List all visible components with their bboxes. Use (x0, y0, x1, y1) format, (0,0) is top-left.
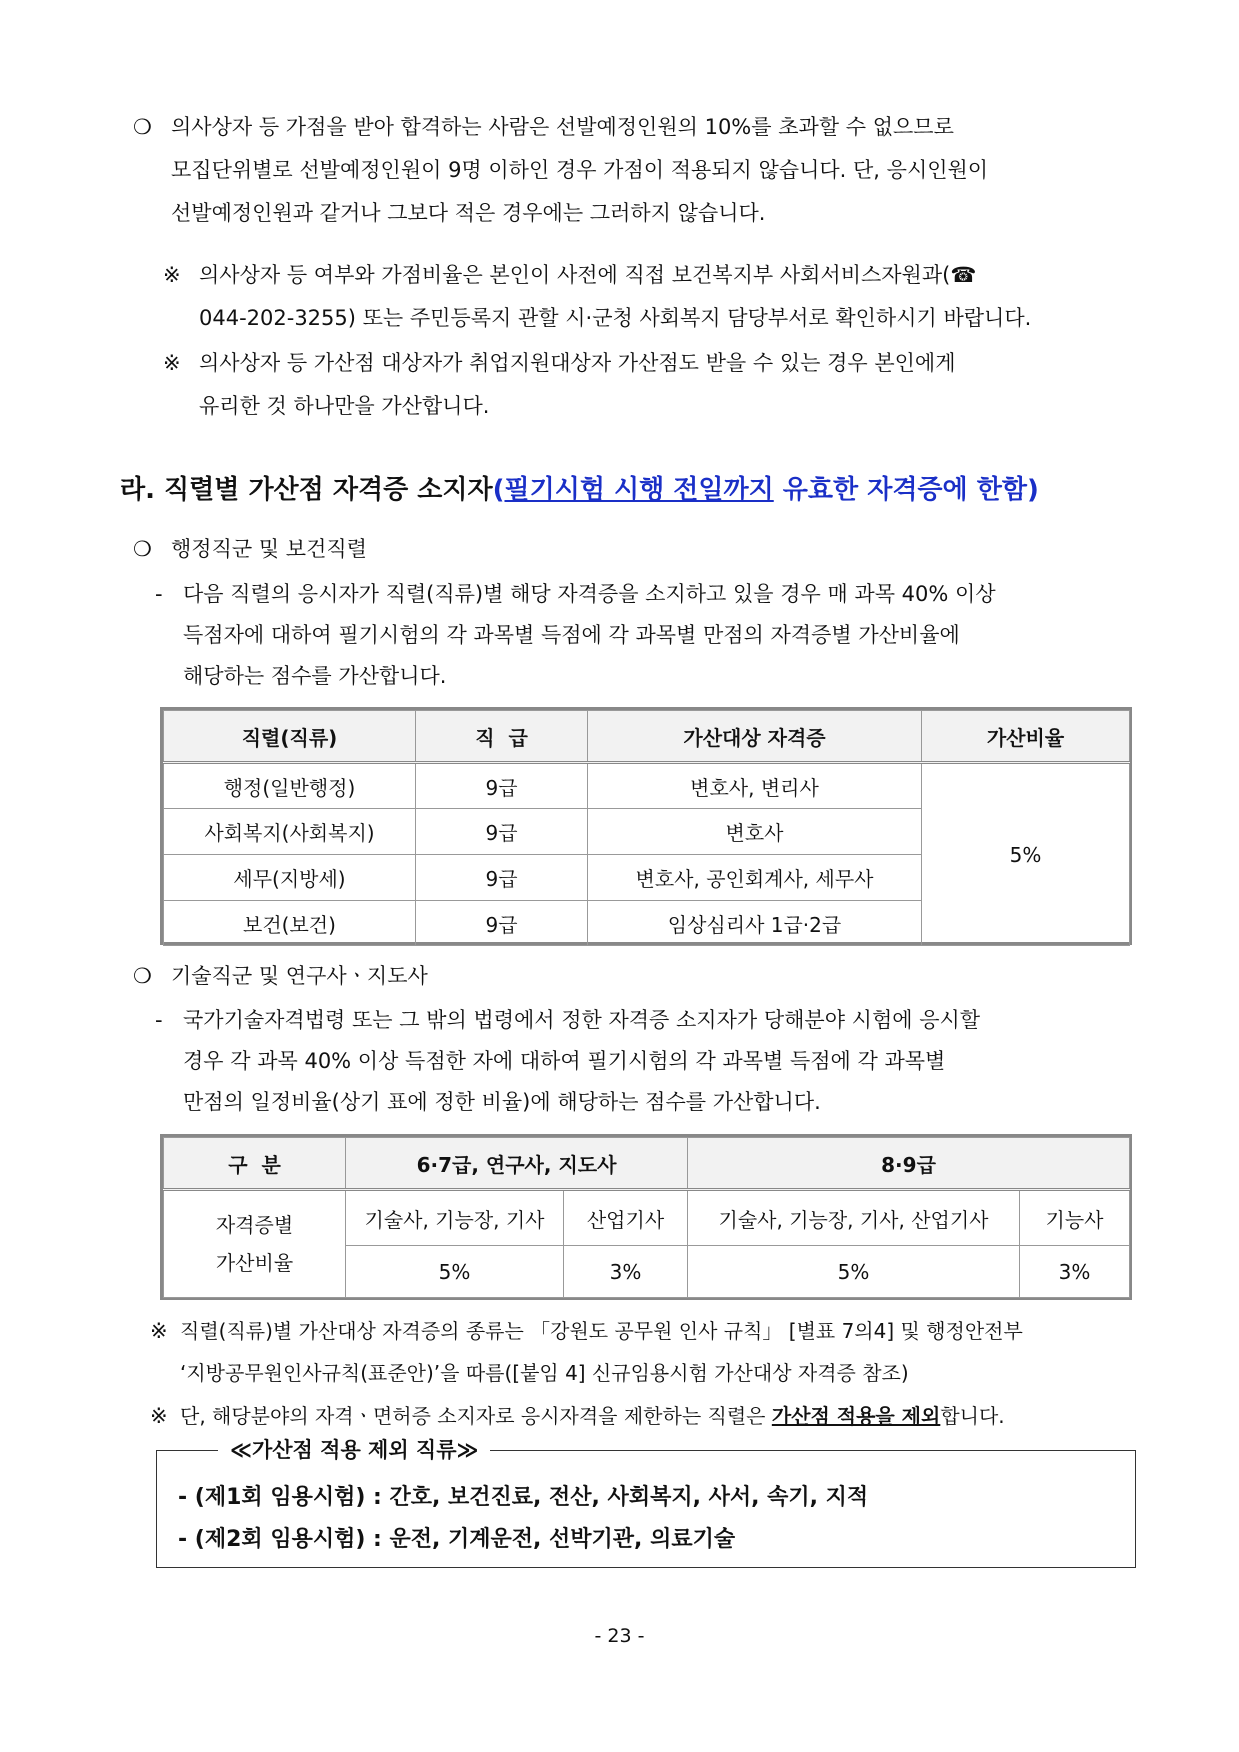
text-line: 만점의 일정비율(상기 표에 정한 비율)에 해당하는 점수를 가산합니다. (183, 1090, 821, 1114)
bullet-tech (133, 955, 1143, 998)
dash-mark: - (155, 582, 163, 606)
text-line: 경우 각 과목 40% 이상 득점한 자에 대하여 필기시험의 각 과목별 득점에 각 과목별 (183, 1049, 946, 1073)
table-header-row (164, 1138, 1130, 1190)
table-row: 자격증별 가산비율 기술사, 기능장, 기사 산업기사 기술사, 기능장, 기사, 산업기사 기능사 (164, 1190, 1130, 1246)
dash-mark: - (155, 1008, 163, 1032)
bullet-heading: 기술직군 및 연구사ㆍ지도사 (171, 964, 428, 988)
header-cell: 직렬(직류) (164, 711, 416, 763)
note-cert-types (150, 1310, 1146, 1394)
row-label-cell: 자격증별 가산비율 (164, 1190, 346, 1298)
text-line: 044-202-3255) 또는 주민등록지 관할 시·군청 사회복지 담당부서로 확인하시기 바랍니다. (199, 306, 1032, 330)
bullet-admin (133, 528, 1143, 571)
table-row: 세무(지방세) 9급 변호사, 공인회계사, 세무사 (164, 855, 1130, 901)
text-line: 다음 직렬의 응시자가 직렬(직류)별 해당 자격증을 소지하고 있을 경우 매 과목 40% 이상 (183, 582, 996, 606)
exclusion-box-title: ≪가산점 적용 제외 직류≫ (218, 1430, 490, 1470)
exclusion-line: - (제2회 임용시험) : 운전, 기계운전, 선박기관, 의료기술 (178, 1527, 736, 1552)
header-cell: 가산비율 (922, 711, 1130, 763)
text-line: 의사상자 등 가점을 받아 합격하는 사람은 선발예정인원의 10%를 초과할 수 없으므로 (171, 115, 954, 139)
emphasis-text: 가산점 적용을 제외 (771, 1404, 941, 1428)
text-line: 선발예정인원과 같거나 그보다 적은 경우에는 그러하지 않습니다. (171, 201, 766, 225)
table-admin (163, 710, 1130, 946)
text-line: 국가기술자격법령 또는 그 밖의 법령에서 정한 자격증 소지자가 당해분야 시험에 응시할 (183, 1008, 981, 1032)
circle-bullet-icon: ❍ (133, 964, 152, 988)
bullet-text (171, 106, 1143, 235)
circle-bullet-icon: ❍ (133, 115, 152, 139)
text-line: 유리한 것 하나만을 가산합니다. (199, 394, 490, 418)
circle-bullet-icon: ❍ (133, 537, 152, 561)
table-row: 5% 3% 5% 3% (164, 1246, 1130, 1298)
text-line: ‘지방공무원인사규칙(표준안)’을 따름([붙임 4] 신규임용시험 가산대상 자격증 참조) (180, 1361, 909, 1385)
text-line: 모집단위별로 선발예정인원이 9명 이하인 경우 가점이 적용되지 않습니다. 단, 응시인원이 (171, 158, 989, 182)
page-number: - 23 - (594, 1625, 645, 1647)
tech-description (155, 1000, 1148, 1125)
note-choose-one (163, 342, 1148, 428)
header-cell: 구 분 (164, 1138, 346, 1190)
header-cell: 6·7급, 연구사, 지도사 (346, 1138, 688, 1190)
text-line: 해당하는 점수를 가산합니다. (183, 664, 447, 688)
reference-mark-icon: ※ (163, 263, 181, 287)
header-cell: 가산대상 자격증 (588, 711, 922, 763)
header-cell: 직 급 (416, 711, 588, 763)
rate-cell: 5% (922, 763, 1130, 946)
text-line: 의사상자 등 여부와 가점비율은 본인이 사전에 직접 보건복지부 사회서비스자원과(☎ (199, 263, 977, 287)
exclusion-line: - (제1회 임용시험) : 간호, 보건진료, 전산, 사회복지, 사서, 속기, 지적 (178, 1485, 869, 1510)
text-line: 의사상자 등 가산점 대상자가 취업지원대상자 가산점도 받을 수 있는 경우 본인에게 (199, 351, 956, 375)
table-header-row (164, 711, 1130, 763)
text-line: 득점자에 대하여 필기시험의 각 과목별 득점에 각 과목별 만점의 자격증별 가산비율에 (183, 623, 960, 647)
bullet-heading: 행정직군 및 보건직렬 (171, 537, 367, 561)
table-tech (163, 1137, 1130, 1298)
table-row: 행정(일반행정) 9급 변호사, 변리사 5% (164, 763, 1130, 809)
text-line: 직렬(직류)별 가산대상 자격증의 종류는 「강원도 공무원 인사 규칙」 [별표 7의4] 및 행정안전부 (180, 1319, 1023, 1343)
section-title: 라. 직렬별 가산점 자격증 소지자(필기시험 시행 전일까지 유효한 자격증에 한함) (120, 475, 1039, 505)
note-exclusion: ※ 단, 해당분야의 자격ㆍ면허증 소지자로 응시자격을 제한하는 직렬은 가산점 적용을 제외합니다. (150, 1395, 1146, 1437)
reference-mark-icon: ※ (150, 1404, 168, 1428)
header-cell: 8·9급 (688, 1138, 1130, 1190)
note-contact (163, 254, 1148, 340)
reference-mark-icon: ※ (163, 351, 181, 375)
table-row: 사회복지(사회복지) 9급 변호사 (164, 809, 1130, 855)
admin-description (155, 574, 1148, 699)
section-title-underlined: 필기시험 시행 전일까지 (504, 475, 774, 505)
table-row: 보건(보건) 9급 임상심리사 1급·2급 (164, 901, 1130, 946)
bullet-veterans (133, 106, 1143, 236)
reference-mark-icon: ※ (150, 1319, 168, 1343)
